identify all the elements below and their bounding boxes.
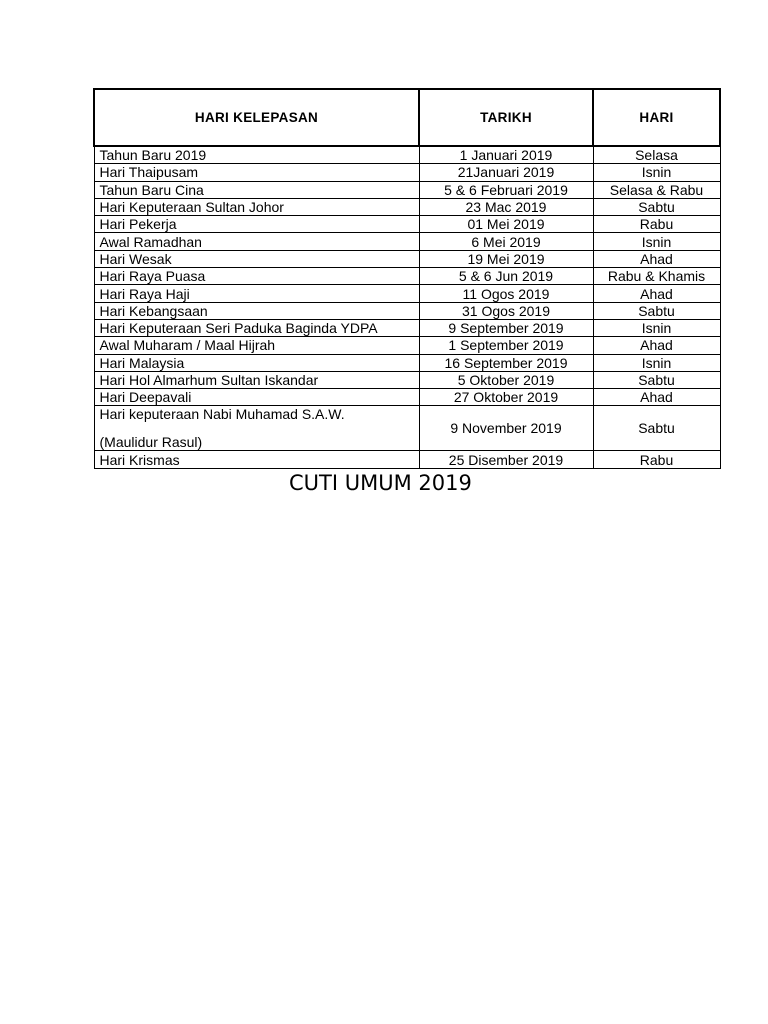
- table-row: [94, 302, 720, 319]
- holiday-name-cell: Hari Keputeraan Seri Paduka Baginda YDPA: [94, 319, 419, 336]
- holiday-day-cell: Isnin: [593, 164, 720, 181]
- holiday-day-cell: Ahad: [593, 337, 720, 354]
- table-row: [94, 354, 720, 371]
- holiday-date-cell: 23 Mac 2019: [419, 198, 593, 215]
- holiday-day-cell: Sabtu: [593, 302, 720, 319]
- holiday-date-cell: 1 September 2019: [419, 337, 593, 354]
- holiday-day-cell: Ahad: [593, 250, 720, 267]
- holiday-name-cell: Tahun Baru 2019: [94, 146, 419, 164]
- holiday-name-line: Hari keputeraan Nabi Muhamad S.A.W.: [99, 406, 345, 423]
- holiday-date-cell: 19 Mei 2019: [419, 250, 593, 267]
- holiday-date-cell: 31 Ogos 2019: [419, 302, 593, 319]
- holiday-date-cell: 25 Disember 2019: [419, 451, 593, 468]
- holiday-name-cell: Hari Pekerja: [94, 216, 419, 233]
- table-row: [94, 181, 720, 198]
- holiday-name-cell: [94, 406, 419, 451]
- holiday-name-cell: Hari Wesak: [94, 250, 419, 267]
- holiday-date-cell: 27 Oktober 2019: [419, 389, 593, 406]
- holiday-date-cell: 01 Mei 2019: [419, 216, 593, 233]
- table-body: [94, 146, 720, 468]
- holiday-date-cell: 21Januari 2019: [419, 164, 593, 181]
- holiday-date-cell: 6 Mei 2019: [419, 233, 593, 250]
- holiday-date-cell: 1 Januari 2019: [419, 146, 593, 164]
- holiday-day-cell: Isnin: [593, 233, 720, 250]
- holiday-name-cell: Tahun Baru Cina: [94, 181, 419, 198]
- holiday-date-cell: 9 November 2019: [419, 406, 593, 451]
- holiday-name-cell: Hari Thaipusam: [94, 164, 419, 181]
- header-row: [94, 89, 720, 146]
- table-row: [94, 285, 720, 302]
- holiday-name-cell: Hari Raya Puasa: [94, 268, 419, 285]
- holiday-day-cell: Selasa & Rabu: [593, 181, 720, 198]
- holiday-table: [93, 88, 721, 469]
- holiday-day-cell: Selasa: [593, 146, 720, 164]
- holiday-date-cell: 5 & 6 Jun 2019: [419, 268, 593, 285]
- table-header: [94, 89, 720, 146]
- holiday-day-cell: Rabu: [593, 451, 720, 468]
- table-row: [94, 164, 720, 181]
- table-row: [94, 233, 720, 250]
- holiday-day-cell: Rabu: [593, 216, 720, 233]
- holiday-date-cell: 16 September 2019: [419, 354, 593, 371]
- holiday-name-cell: Hari Raya Haji: [94, 285, 419, 302]
- holiday-name-cell: Hari Krismas: [94, 451, 419, 468]
- holiday-date-cell: 11 Ogos 2019: [419, 285, 593, 302]
- holiday-day-cell: Sabtu: [593, 371, 720, 388]
- holiday-name-cell: Hari Malaysia: [94, 354, 419, 371]
- holiday-name-cell: Hari Hol Almarhum Sultan Iskandar: [94, 371, 419, 388]
- holiday-name-cell: Awal Ramadhan: [94, 233, 419, 250]
- table-row: [94, 371, 720, 388]
- table-row: [94, 319, 720, 336]
- table-row: [94, 451, 720, 468]
- holiday-day-cell: Isnin: [593, 319, 720, 336]
- header-day: HARI: [593, 89, 720, 146]
- table-row: [94, 216, 720, 233]
- table-row: [94, 268, 720, 285]
- table-row: [94, 250, 720, 267]
- holiday-name-line: (Maulidur Rasul): [99, 434, 203, 451]
- header-holiday-name: HARI KELEPASAN: [94, 89, 419, 146]
- holiday-date-cell: 5 & 6 Februari 2019: [419, 181, 593, 198]
- table-row: [94, 198, 720, 215]
- holiday-date-cell: 9 September 2019: [419, 319, 593, 336]
- holiday-day-cell: Ahad: [593, 285, 720, 302]
- holiday-day-cell: Isnin: [593, 354, 720, 371]
- table-row: [94, 146, 720, 164]
- holiday-name-cell: Hari Kebangsaan: [94, 302, 419, 319]
- holiday-day-cell: Ahad: [593, 389, 720, 406]
- holiday-name-cell: Hari Deepavali: [94, 389, 419, 406]
- table-row: [94, 337, 720, 354]
- table-row: [94, 389, 720, 406]
- holiday-day-cell: Sabtu: [593, 406, 720, 451]
- page-title: CUTI UMUM 2019: [289, 471, 472, 495]
- holiday-date-cell: 5 Oktober 2019: [419, 371, 593, 388]
- table-row: [94, 406, 720, 451]
- holiday-name-cell: Hari Keputeraan Sultan Johor: [94, 198, 419, 215]
- header-date: TARIKH: [419, 89, 593, 146]
- holiday-day-cell: Rabu & Khamis: [593, 268, 720, 285]
- holiday-day-cell: Sabtu: [593, 198, 720, 215]
- holiday-name-cell: Awal Muharam / Maal Hijrah: [94, 337, 419, 354]
